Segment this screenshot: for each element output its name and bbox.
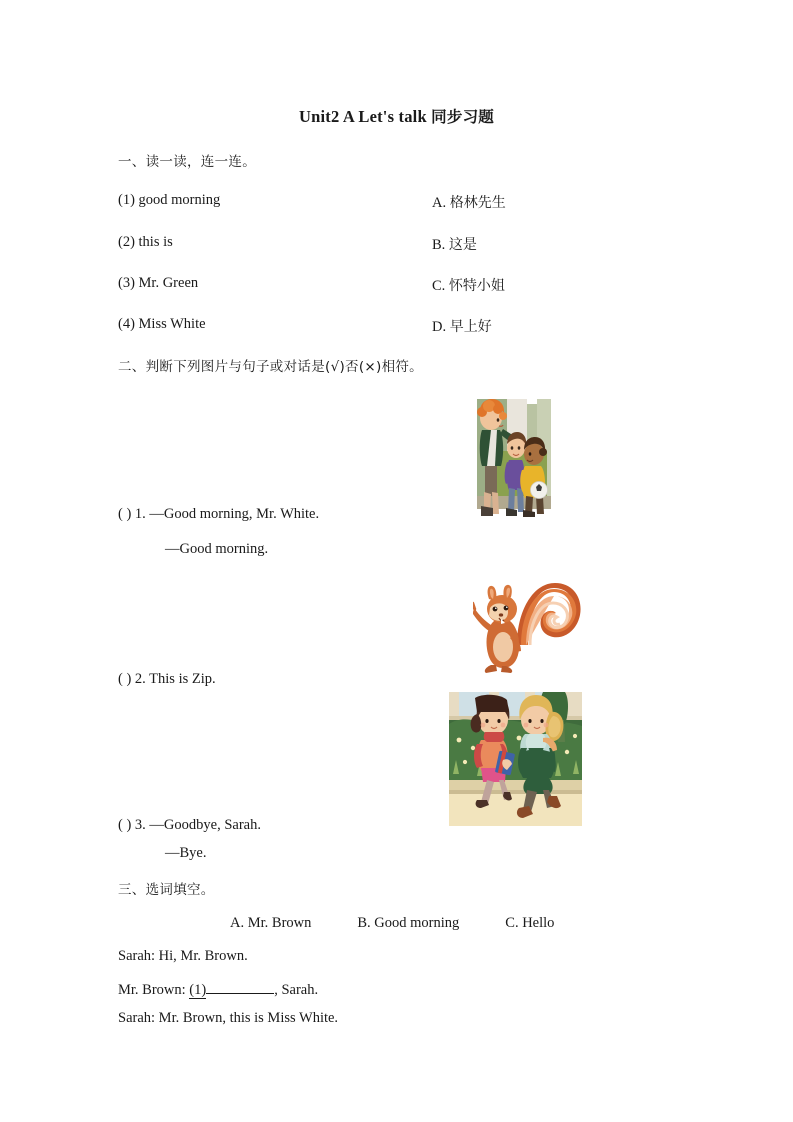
dialogue-line — [118, 1010, 338, 1027]
match-right-item — [432, 316, 492, 336]
section-1-heading: 一、读一读，连一连。 — [118, 154, 256, 170]
match-left-item: (3) Mr. Green — [118, 275, 199, 291]
squirrel-zip-illustration — [473, 575, 584, 674]
section-2-heading: 二、判断下列图片与句子或对话是(√)否(×)相符。 — [118, 359, 423, 375]
two-girls-walking-illustration — [447, 690, 584, 828]
match-option-letter: B. — [432, 237, 446, 253]
judge-question-line — [118, 817, 261, 834]
dialogue-line — [118, 979, 318, 999]
question-text: —Goodbye, Sarah. — [149, 817, 261, 833]
word-bank-option[interactable]: A. Mr. Brown — [230, 915, 312, 931]
question-text: This is Zip. — [149, 671, 216, 687]
match-option-text: 格林先生 — [449, 195, 506, 211]
dialogue-text: Hi, Mr. Brown. — [158, 948, 248, 964]
question-number: 1. — [134, 506, 146, 522]
judge-question-subline: —Good morning. — [165, 541, 269, 557]
blank-number: (1) — [189, 981, 207, 998]
dialogue-speaker: Sarah: — [118, 948, 159, 964]
judge-question-line — [118, 506, 319, 523]
match-right-item — [432, 234, 477, 254]
match-right-item — [432, 192, 506, 212]
page-title-en: Unit2 A Let's talk — [299, 107, 432, 126]
match-option-text: 怀特小姐 — [448, 278, 505, 294]
page-title-cn: 同步习题 — [431, 108, 494, 126]
dialogue-text: Mr. Brown, this is Miss White. — [158, 1010, 339, 1026]
match-option-letter: A. — [432, 195, 447, 211]
answer-bracket[interactable]: ( ) — [118, 506, 132, 522]
match-left-item: (4) Miss White — [118, 316, 206, 332]
dialogue-speaker: Mr. Brown: — [118, 981, 190, 998]
judge-question-line — [118, 671, 216, 688]
match-left-item: (1) good morning — [118, 192, 221, 208]
match-option-text: 早上好 — [449, 319, 492, 335]
match-option-letter: C. — [432, 278, 446, 294]
teacher-greeting-two-boys-illustration — [473, 396, 554, 519]
match-left-item: (2) this is — [118, 234, 173, 250]
question-number: 3. — [134, 817, 146, 833]
judge-question-subline: —Bye. — [165, 845, 207, 861]
match-right-item — [432, 275, 505, 295]
match-option-text: 这是 — [448, 237, 477, 253]
match-option-letter: D. — [432, 319, 447, 335]
dialogue-text: , Sarah. — [274, 981, 319, 998]
page-title — [0, 105, 793, 127]
fill-in-blank[interactable] — [206, 979, 274, 994]
dialogue-speaker: Sarah: — [118, 1010, 159, 1026]
word-bank-option[interactable]: C. Hello — [505, 915, 555, 931]
question-number: 2. — [134, 671, 146, 687]
answer-bracket[interactable]: ( ) — [118, 817, 132, 833]
section-3-heading: 三、选词填空。 — [118, 882, 215, 898]
dialogue-line — [118, 948, 248, 965]
word-bank — [230, 915, 554, 932]
answer-bracket[interactable]: ( ) — [118, 671, 132, 687]
word-bank-option[interactable]: B. Good morning — [357, 915, 460, 931]
question-text: —Good morning, Mr. White. — [149, 506, 320, 522]
